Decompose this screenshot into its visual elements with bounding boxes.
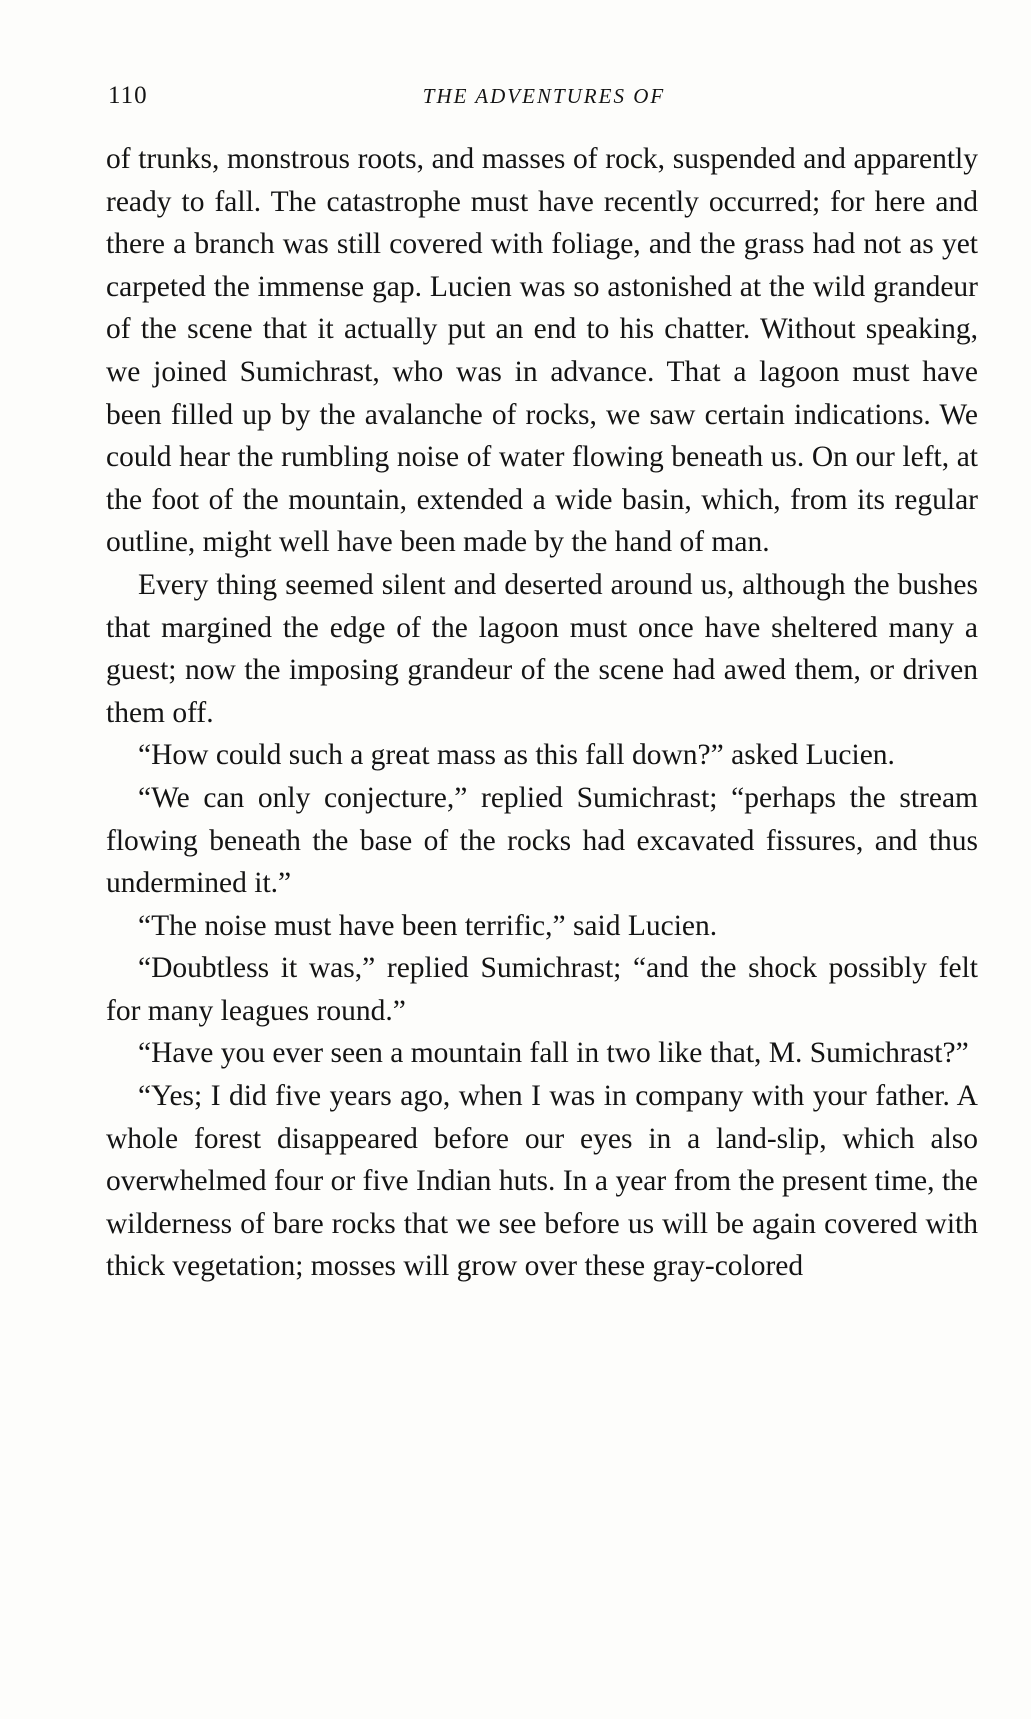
dialogue-sumichrast-yes: “Yes; I did five years ago, when I was in company with your father. A whole forest disappeared before our eyes in a land-slip, which also overwhelmed four or five Indian huts. In a year from the present time, the wilderness of bare rocks that we see before us will be again covered with thick vegetation; mosses will grow over these gray-colored	[106, 1080, 978, 1283]
dialogue-sumichrast-shock: “Doubtless it was,” replied Sumichrast; “and the shock possibly felt for many leagues round.”	[106, 952, 978, 1027]
dialogue-lucien-mountain: “Have you ever seen a mountain fall in two like that, M. Sumichrast?”	[138, 1037, 969, 1070]
body-text	[106, 138, 978, 1288]
dialogue-lucien-noise: “The noise must have been terrific,” said Lucien.	[138, 909, 718, 942]
dialogue-sumichrast-conjecture: “We can only conjecture,” replied Sumichrast; “perhaps the stream flowing beneath the base of the rocks had excavated fissures, and thus undermined it.”	[106, 781, 978, 900]
page-header	[108, 82, 980, 112]
running-head: THE ADVENTURES OF	[422, 84, 666, 108]
paragraph-every-thing: Every thing seemed silent and deserted around us, although the bushes that margined the edge of the lagoon must once have sheltered many a guest; now the imposing grandeur of the scene had awed them, or driven them off.	[106, 568, 978, 729]
page-number: 110	[108, 82, 148, 109]
dialogue-lucien-question: “How could such a great mass as this fall down?” asked Lucien.	[138, 739, 895, 772]
paragraph-continuation: of trunks, monstrous roots, and masses of rock, suspended and apparently ready to fall. The catastrophe must have recently occurred; for here and there a branch was still covered with foliage, and the grass had not as yet carpeted the immense gap. Lucien was so astonished at the wild grandeur of the scene that it actually put an end to his chatter. Without speaking, we joined Sumichrast, who was in advance. That a lagoon must have been filled up by the avalanche of rocks, we saw certain indications. We could hear the rumbling noise of water flowing beneath us. On our left, at the foot of the mountain, extended a wide basin, which, from its regular outline, might well have been made by the hand of man.	[106, 143, 978, 559]
